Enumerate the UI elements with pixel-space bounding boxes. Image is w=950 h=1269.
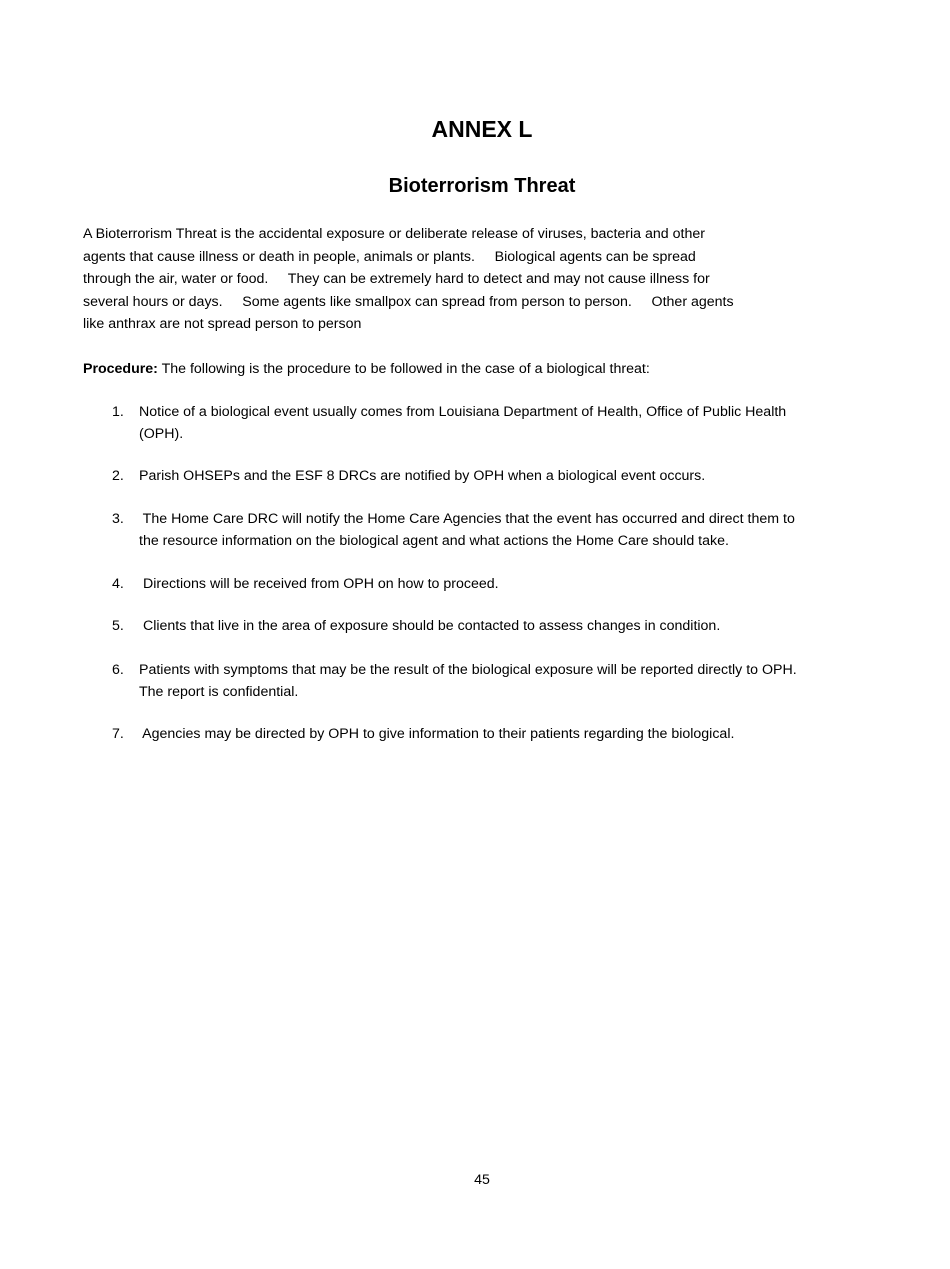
step-number: 5. [112, 618, 124, 634]
step-line: Clients that live in the area of exposure should be contacted to assess changes in condition. [139, 618, 721, 634]
step-line: Directions will be received from OPH on how to proceed. [139, 576, 499, 592]
section-title: Bioterrorism Threat [388, 175, 576, 197]
annex-title: ANNEX L [431, 116, 533, 142]
step-text [139, 724, 899, 746]
step-text [139, 509, 899, 552]
intro-line: like anthrax are not spread person to person [83, 316, 362, 333]
step-line: Parish OHSEPs and the ESF 8 DRCs are notified by OPH when a biological event occurs. [139, 468, 706, 484]
step-line: (OPH). [139, 425, 184, 442]
step-number: 6. [112, 662, 124, 678]
step-text [139, 616, 899, 638]
intro-line: through the air, water or food. They can be extremely hard to detect and may not cause illness for [83, 271, 710, 288]
step-text [139, 574, 899, 596]
procedure-label: Procedure: [83, 361, 158, 377]
step-line: the resource information on the biological agent and what actions the Home Care should take. [139, 532, 729, 549]
intro-line: agents that cause illness or death in people, animals or plants. Biological agents can be spread [83, 248, 696, 265]
step-number: 1. [112, 404, 124, 420]
page-number: 45 [474, 1172, 490, 1188]
step-text [139, 660, 899, 703]
step-number: 4. [112, 576, 124, 592]
step-number: 7. [112, 726, 124, 742]
step-number: 3. [112, 511, 124, 527]
step-line: The Home Care DRC will notify the Home Care Agencies that the event has occurred and direct them to [139, 511, 795, 527]
intro-line: several hours or days. Some agents like smallpox can spread from person to person. Other agents [83, 293, 734, 310]
step-line: Patients with symptoms that may be the result of the biological exposure will be reported directly to OPH. [139, 662, 797, 678]
step-line: The report is confidential. [139, 683, 299, 700]
step-line: Agencies may be directed by OPH to give information to their patients regarding the biological. [139, 726, 735, 742]
step-text [139, 402, 899, 445]
step-line: Notice of a biological event usually comes from Louisiana Department of Health, Office of Public Health [139, 404, 787, 420]
step-text [139, 466, 899, 488]
procedure-text: The following is the procedure to be followed in the case of a biological threat: [157, 361, 650, 377]
step-number: 2. [112, 468, 124, 484]
intro-line: A Bioterrorism Threat is the accidental exposure or deliberate release of viruses, bacteria and other [83, 226, 705, 242]
